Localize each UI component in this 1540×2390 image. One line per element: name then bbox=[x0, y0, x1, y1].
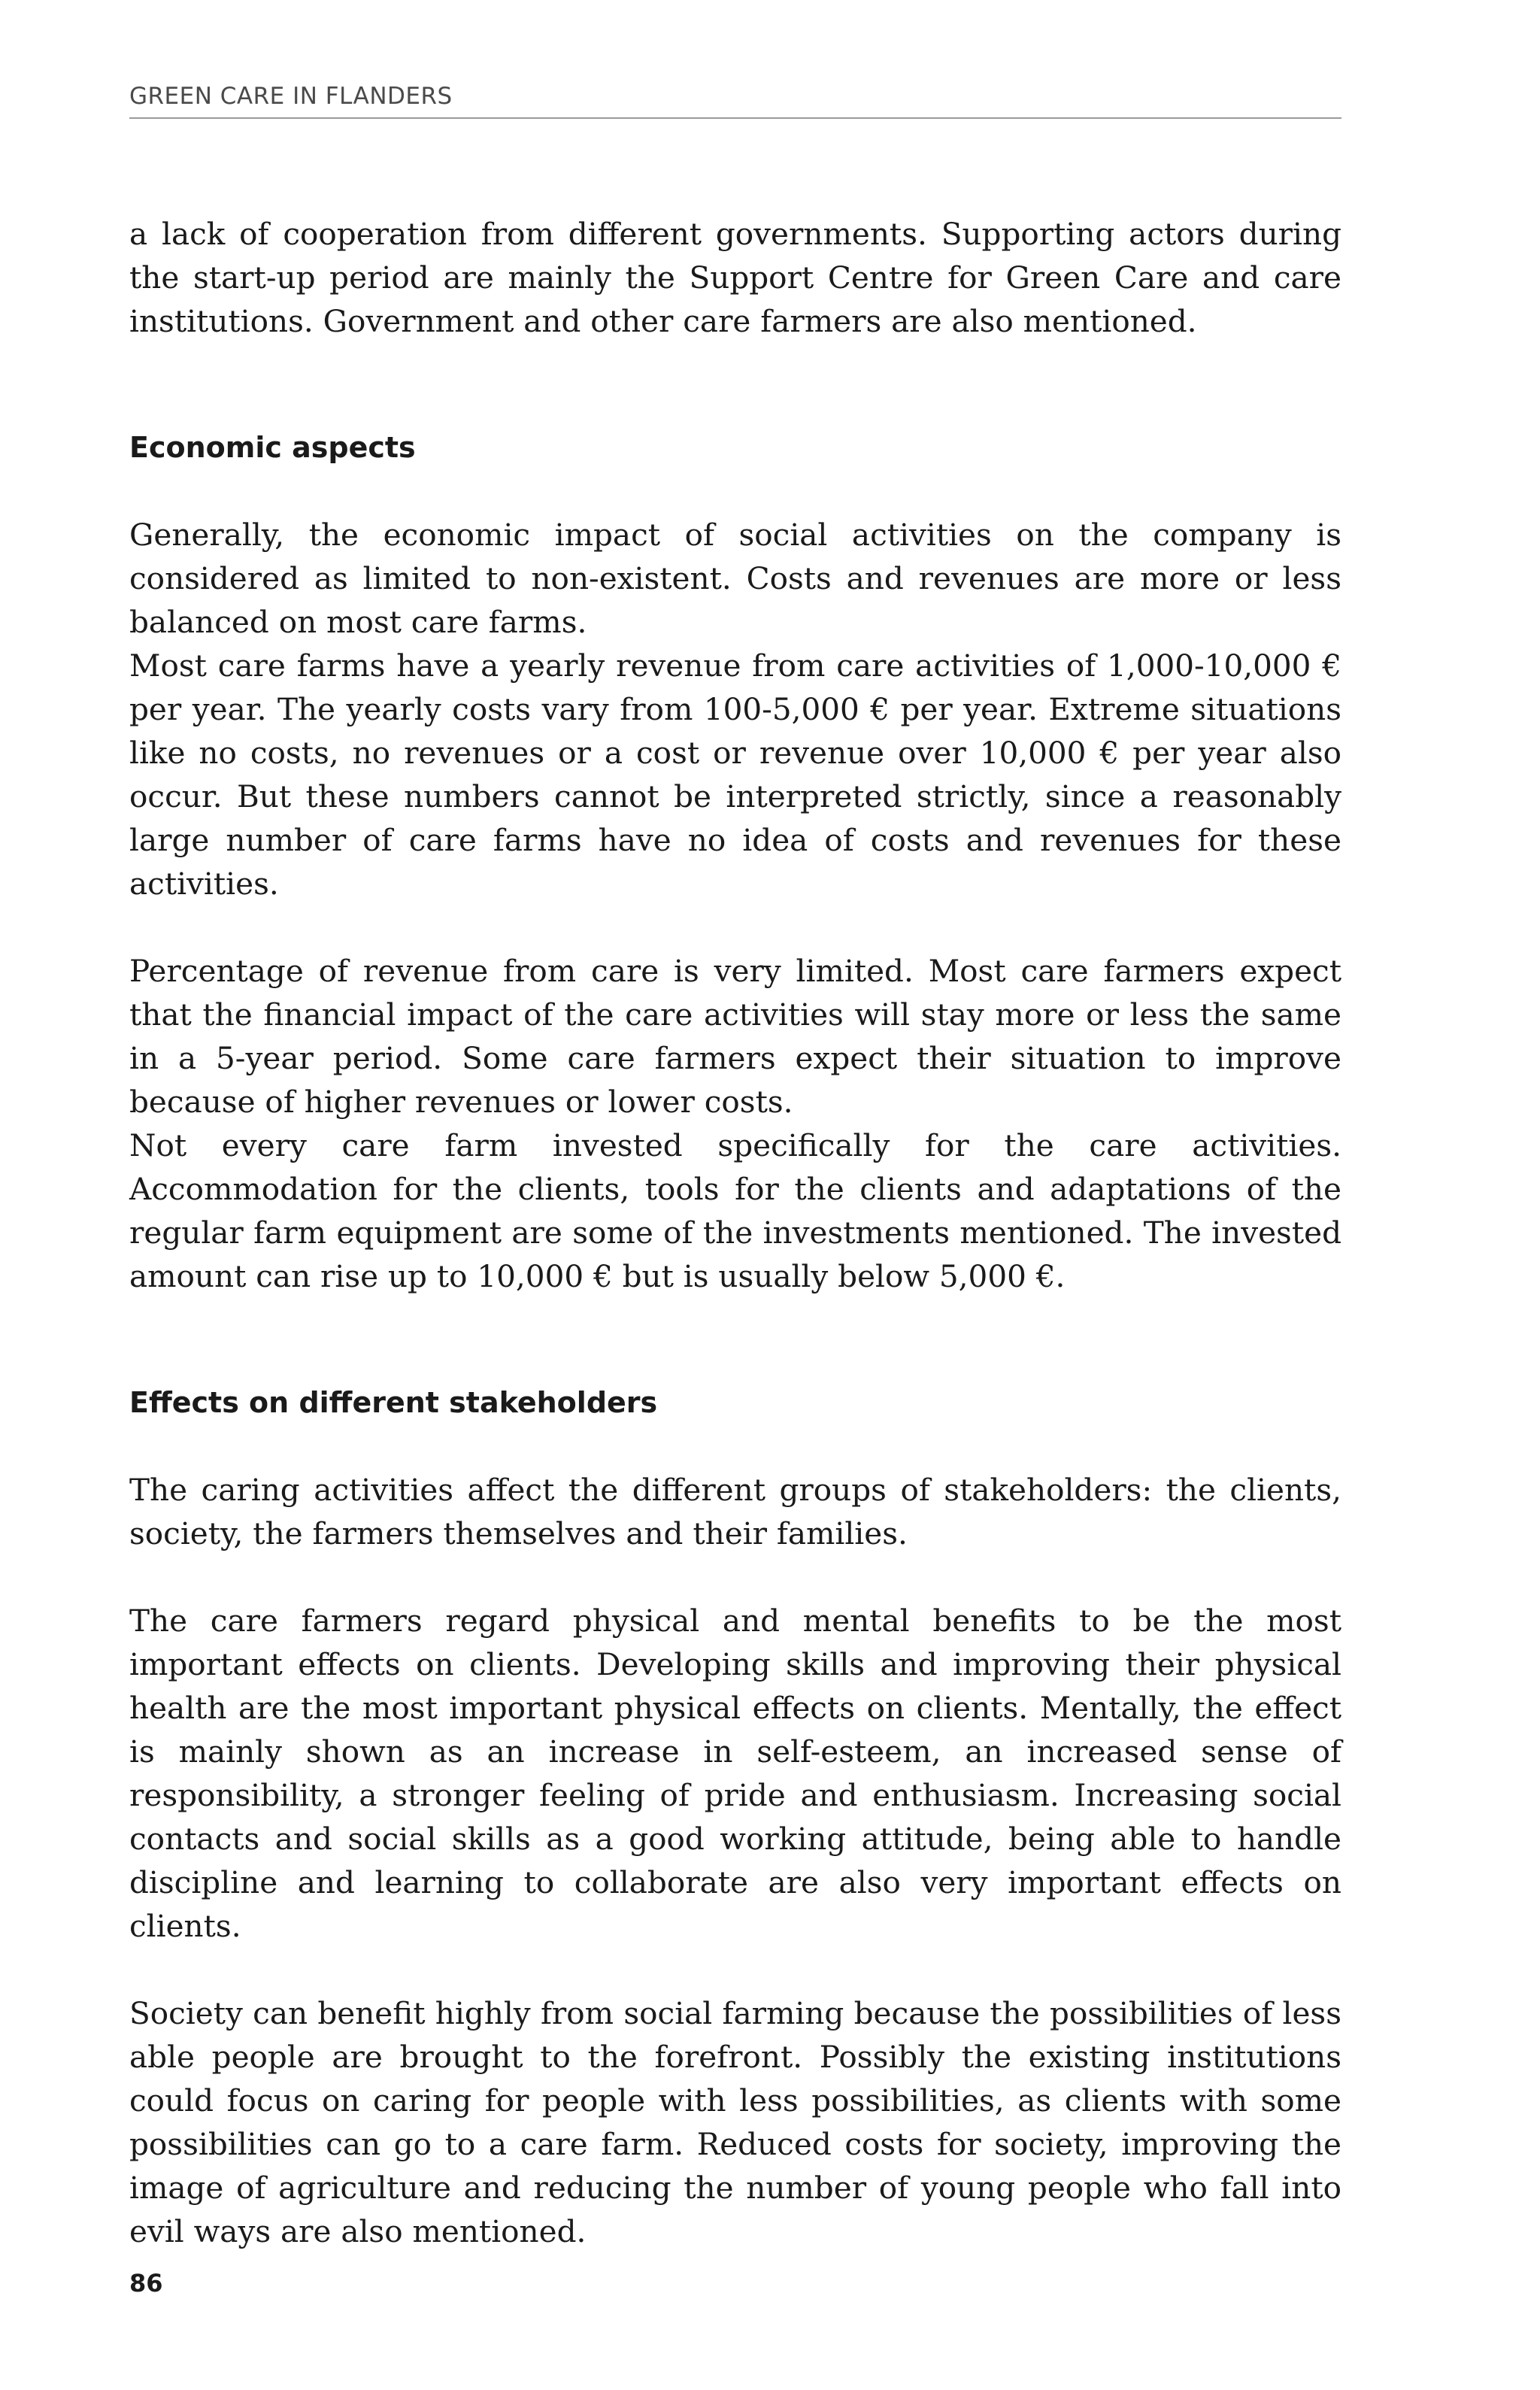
heading-effects-stakeholders: Effects on different stakeholders bbox=[129, 1386, 658, 1419]
page-content bbox=[129, 212, 1341, 2253]
paragraph-intro: a lack of cooperation from different governments. Supporting actors during the start-up period are mainly the Support Centre for Green Care and care institutions. Government and other care farmers are also mentioned. bbox=[129, 216, 1341, 339]
paragraph-economic-1: Generally, the economic impact of social activities on the company is considered as limited to non-existent. Costs and revenues are more or less balanced on most care farms. bbox=[129, 517, 1341, 640]
heading-economic-aspects: Economic aspects bbox=[129, 431, 416, 464]
paragraph-economic-4: Not every care farm invested specifically for the care activities. Accommodation for the clients, tools for the clients and adaptations of the regular farm equipment are some of the investments mentioned. The invested amount can rise up to 10,000 € but is usually below 5,000 €. bbox=[129, 1127, 1341, 1294]
paragraph-economic-3: Percentage of revenue from care is very limited. Most care farmers expect that the financial impact of the care activities will stay more or less the same in a 5-year period. Some care farmers expect their situation to improve because of higher revenues or lower costs. bbox=[129, 953, 1341, 1120]
paragraph-economic-2: Most care farms have a yearly revenue from care activities of 1,000-10,000 € per year. The yearly costs vary from 100-5,000 € per year. Extreme situations like no costs, no revenues or a cost or revenue over 10,000 € per year also occur. But these numbers cannot be interpreted strictly, since a reasonably large number of care farms have no idea of costs and revenues for these activities. bbox=[129, 648, 1341, 902]
paragraph-spacer bbox=[129, 1555, 1341, 1599]
section-spacer bbox=[129, 343, 1341, 426]
paragraph-effects-1: The caring activities affect the different groups of stakeholders: the clients, society, the farmers themselves and their families. bbox=[129, 1472, 1341, 1551]
paragraph-spacer bbox=[129, 1948, 1341, 1991]
page-number: 86 bbox=[129, 2269, 163, 2297]
section-spacer bbox=[129, 1298, 1341, 1381]
paragraph-spacer bbox=[129, 905, 1341, 949]
paragraph-effects-2: The care farmers regard physical and mental benefits to be the most important effects on clients. Developing skills and improving their physical health are the most important physical effects on clients. Mentally, the effect is mainly shown as an increase in self-esteem, an increased sense of responsibility, a stronger feeling of pride and enthusiasm. Increasing social contacts and social skills as a good working attitude, being able to handle discipline and learning to collaborate are also very important effects on clients. bbox=[129, 1603, 1341, 1944]
paragraph-effects-3: Society can benefit highly from social farming because the possibilities of less able people are brought to the forefront. Possibly the existing institutions could focus on caring for people with less possibilities, as clients with some possibilities can go to a care farm. Reduced costs for society, improving the image of agriculture and reducing the number of young people who fall into evil ways are also mentioned. bbox=[129, 1995, 1341, 2249]
document-page bbox=[129, 0, 1341, 2390]
heading-spacer bbox=[129, 1424, 1341, 1468]
heading-spacer bbox=[129, 469, 1341, 513]
header-rule bbox=[129, 117, 1341, 119]
running-header: GREEN CARE IN FLANDERS bbox=[129, 83, 453, 110]
